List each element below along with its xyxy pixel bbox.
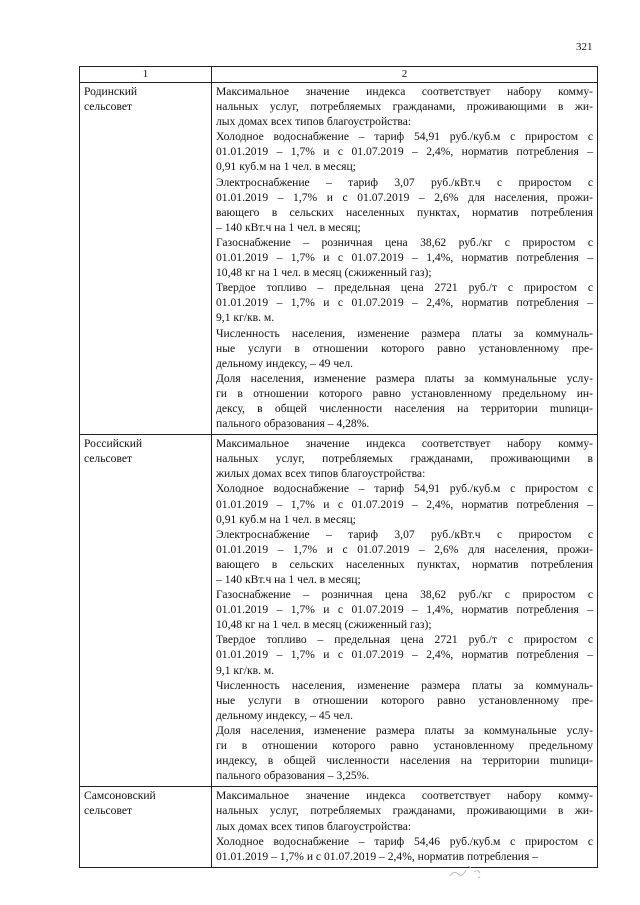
municipality-name [80,787,212,867]
description-line: нальных услуг, потребляемых гражданами, проживающими в жи- [216,100,593,114]
page-number: 321 [576,41,593,53]
description-line: индексу, в общей численности населения на территории munици- [216,754,593,768]
description-line: Электроснабжение – тариф 3,07 руб./кВт.ч с приростом с [216,175,593,189]
description-line: ные услуги в отношении которого равно установленному пре- [216,341,593,355]
table-row [80,787,598,867]
description-line: 01.01.2019 – 1,7% и с 01.07.2019 – 1,4%, норматив потребления – [216,603,593,617]
description-line: пального образования – 3,25%. [216,769,370,783]
description-line: Твердое топливо – предельная цена 2721 руб./т с приростом с [216,281,593,295]
description-paragraph [216,129,593,174]
description-line: Максимальное значение индекса соответствует набору комму- [216,437,593,451]
column-header-2: 2 [212,67,598,83]
description-line: 0,91 куб.м на 1 чел. в месяц; [216,512,356,526]
description-paragraph [216,84,593,129]
description-paragraph [216,280,593,325]
description-line: дельному индексу, – 49 чел. [216,356,354,370]
description-paragraph [216,587,593,632]
description-paragraph [216,481,593,526]
description-line: Электроснабжение – тариф 3,07 руб./кВт.ч с приростом с [216,527,593,541]
description-paragraph [216,235,593,280]
tariff-table [79,66,598,868]
description-paragraph [216,788,593,833]
description-line: 01.01.2019 – 1,7% и с 01.07.2019 – 1,4%, норматив потребления – [216,251,593,265]
table-row [80,83,598,435]
description-line: Максимальное значение индекса соответствует набору комму- [216,85,593,98]
description-line: 01.01.2019 – 1,7% и с 01.07.2019 – 2,6% для населения, прожи- [216,190,593,204]
description-paragraph [216,175,593,235]
description-line: 01.01.2019 – 1,7% и с 01.07.2019 – 2,4%, норматив потребления – [216,849,539,863]
description-line: 01.01.2019 – 1,7% и с 01.07.2019 – 2,4%, норматив потребления – [216,296,593,310]
municipality-name-line: Российский [84,437,143,451]
description-line: Максимальное значение индекса соответствует набору комму- [216,789,593,803]
pen-mark [448,860,488,882]
description-line: 10,48 кг на 1 чел. в месяц (сжиженный газ); [216,266,432,280]
description-paragraph [216,326,593,371]
tariff-description [212,83,598,435]
description-line: 10,48 кг на 1 чел. в месяц (сжиженный газ); [216,618,432,632]
tariff-description [212,787,598,867]
description-line: лых домах всех типов благоустройства: [216,115,412,129]
description-line: 9,1 кг/кв. м. [216,311,275,325]
description-line: Доля населения, изменение размера платы за коммунальные услу- [216,371,593,385]
tariff-description [212,435,598,787]
municipality-name-line: Самсоновский [84,789,156,803]
municipality-name [80,435,212,787]
description-line: жилых домах всех типов благоустройства: [216,467,426,481]
description-line: Холодное водоснабжение – тариф 54,46 руб./куб.м с приростом с [216,834,593,848]
description-line: 01.01.2019 – 1,7% и с 01.07.2019 – 2,4%, норматив потребления – [216,648,593,662]
description-line: – 140 кВт.ч на 1 чел. в месяц; [216,573,361,586]
municipality-name-line: Родинский [84,85,138,98]
table-header-row [80,67,598,83]
description-line: 01.01.2019 – 1,7% и с 01.07.2019 – 2,4%, норматив потребления – [216,145,593,159]
description-paragraph [216,678,593,723]
description-line: 0,91 куб.м на 1 чел. в месяц; [216,160,356,174]
description-line: Холодное водоснабжение – тариф 54,91 руб./куб.м с приростом с [216,482,593,496]
description-line: вающего в сельских населенных пунктах, норматив потребления [216,205,593,219]
column-header-1: 1 [80,67,212,83]
description-paragraph [216,834,593,864]
description-line: ги в отношении которого равно установленному предельному ин- [216,386,593,400]
description-line: ги в отношении которого равно установленному предельному [216,739,593,753]
description-line: нальных услуг, потребляемых гражданами, проживающими в [216,452,593,466]
description-line: нальных услуг, потребляемых гражданами, проживающими в жи- [216,804,593,818]
description-line: Численность населения, изменение размера платы за коммуналь- [216,678,593,692]
municipality-name-line: сельсовет [84,804,133,818]
description-line: вающего в сельских населенных пунктах, норматив потребления [216,557,593,571]
description-line: 01.01.2019 – 1,7% и с 01.07.2019 – 2,6% для населения, прожи- [216,542,593,556]
description-line: дельному индексу, – 45 чел. [216,708,354,722]
municipality-name-line: сельсовет [84,452,133,466]
description-line: Холодное водоснабжение – тариф 54,91 руб./куб.м с приростом с [216,130,593,144]
description-line: дексу, в общей численности населения на территории munици- [216,401,593,415]
description-paragraph [216,632,593,677]
description-line: Численность населения, изменение размера платы за коммуналь- [216,326,593,340]
description-line: пального образования – 4,28%. [216,417,370,431]
description-paragraph [216,527,593,587]
description-line: лых домах всех типов благоустройства: [216,819,412,833]
description-line: Твердое топливо – предельная цена 2721 руб./т с приростом с [216,633,593,647]
description-line: Газоснабжение – розничная цена 38,62 руб./кг с приростом с [216,588,593,602]
description-line: – 140 кВт.ч на 1 чел. в месяц; [216,220,361,234]
description-line: 9,1 кг/кв. м. [216,663,275,677]
description-line: Доля населения, изменение размера платы за коммунальные услу- [216,723,593,737]
description-line: Газоснабжение – розничная цена 38,62 руб./кг с приростом с [216,235,593,249]
municipality-name-line: сельсовет [84,100,133,114]
description-line: 01.01.2019 – 1,7% и с 01.07.2019 – 2,4%, норматив потребления – [216,497,593,511]
description-paragraph [216,723,593,783]
description-paragraph [216,436,593,481]
table-row [80,435,598,787]
description-paragraph [216,371,593,431]
municipality-name [80,83,212,435]
description-line: ные услуги в отношении которого равно установленному пре- [216,693,593,707]
